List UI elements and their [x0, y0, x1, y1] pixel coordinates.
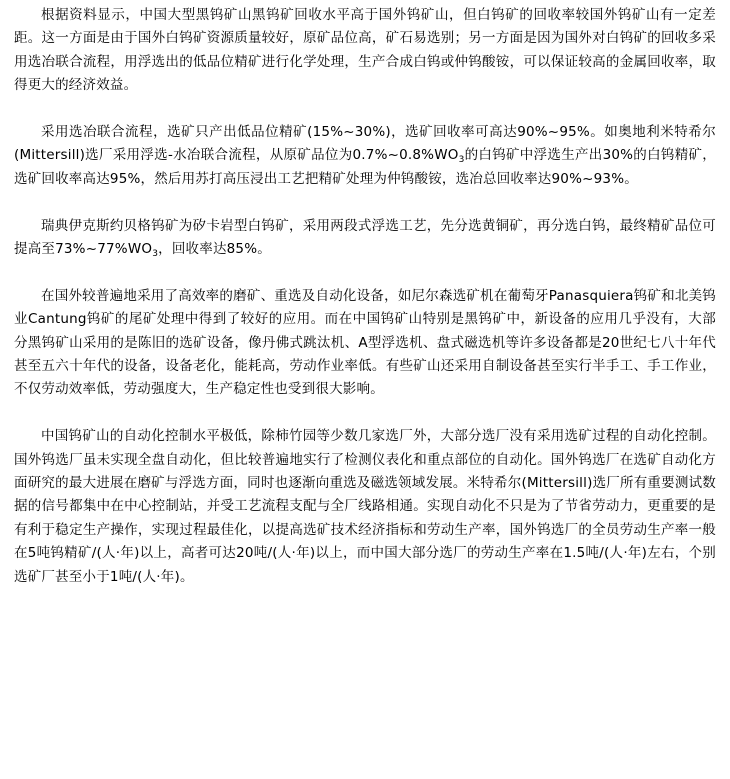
subscript-3: 3 [458, 155, 465, 166]
paragraph-equipment [14, 285, 716, 402]
paragraph-text: 在国外较普遍地采用了高效率的磨矿、重选及自动化设备，如尼尔森选矿机在葡萄牙Panasquiera钨矿和北美钨业Cantung钨矿的尾矿处理中得到了较好的应用。而在中国钨矿山特别是黑钨矿中，新设备的应用几乎没有，大部分黑钨矿山采用的是陈旧的选矿设备，像丹佛式跳汰机、A型浮选机、盘式磁选机等许多设备都是20世纪七八十年代甚至五六十年代的设备，设备老化，能耗高，劳动作业率低。有些矿山还采用自制设备甚至实行半手工、手工作业，不仅劳动效率低，劳动强度大，生产稳定性也受到很大影响。 [14, 287, 716, 398]
paragraph-text: 采用选冶联合流程，选矿只产出低品位精矿(15%~30%)，选矿回收率可高达90%~95%。如奥地利米特希尔(Mittersill)选厂采用浮选-水冶联合流程，从原矿品位为0.7%~0.8%WO [14, 124, 716, 164]
paragraph-text: 的白钨矿中浮选生产出30%的白钨精矿，选矿回收率高达95%，然后用苏打高压浸出工艺把精矿处理为仲钨酸铵，选冶总回收率达90%~93%。 [14, 147, 716, 187]
paragraph-sweden-mine [14, 215, 716, 262]
subscript-3: 3 [152, 249, 159, 260]
paragraph-automation [14, 425, 716, 589]
paragraph-text: 根据资料显示，中国大型黑钨矿山黑钨矿回收水平高于国外钨矿山，但白钨矿的回收率较国外钨矿山有一定差距。这一方面是由于国外白钨矿资源质量较好，原矿品位高，矿石易选别；另一方面是因为国外对白钨矿的回收多采用选冶联合流程，用浮选出的低品位精矿进行化学处理，生产合成白钨或仲钨酸铵，可以保证较高的金属回收率，取得更大的经济效益。 [14, 7, 716, 94]
paragraph-text: 中国钨矿山的自动化控制水平极低，除柿竹园等少数几家选厂外，大部分选厂没有采用选矿过程的自动化控制。国外钨选厂虽未实现全盘自动化，但比较普遍地实行了检测仪表化和重点部位的自动化。国外钨选厂在选矿自动化方面研究的最大进展在磨矿与浮选方面，同时也逐渐向重选及磁选领域发展。米特希尔(Mittersill)选厂所有重要测试数据的信号都集中在中心控制站，并受工艺流程支配与全厂线路相通。实现自动化不只是为了节省劳动力，更重要的是有利于稳定生产操作，实现过程最佳化，以提高选矿技术经济指标和劳动生产率，国外钨选厂的全员劳动生产率一般在5吨钨精矿/(人·年)以上，高者可达20吨/(人·年)以上，而中国大部分选厂的劳动生产率在1.5吨/(人·年)左右，个别选矿厂甚至小于1吨/(人·年)。 [14, 428, 716, 585]
paragraph-text: 瑞典伊克斯约贝格钨矿为矽卡岩型白钨矿，采用两段式浮选工艺，先分选黄铜矿，再分选白钨，最终精矿品位可提高至73%~77%WO [14, 217, 716, 258]
paragraph-combined-process [14, 121, 716, 191]
paragraph-text: ，回收率达85%。 [158, 241, 271, 258]
paragraph-tungsten-recovery-comparison [14, 4, 716, 98]
